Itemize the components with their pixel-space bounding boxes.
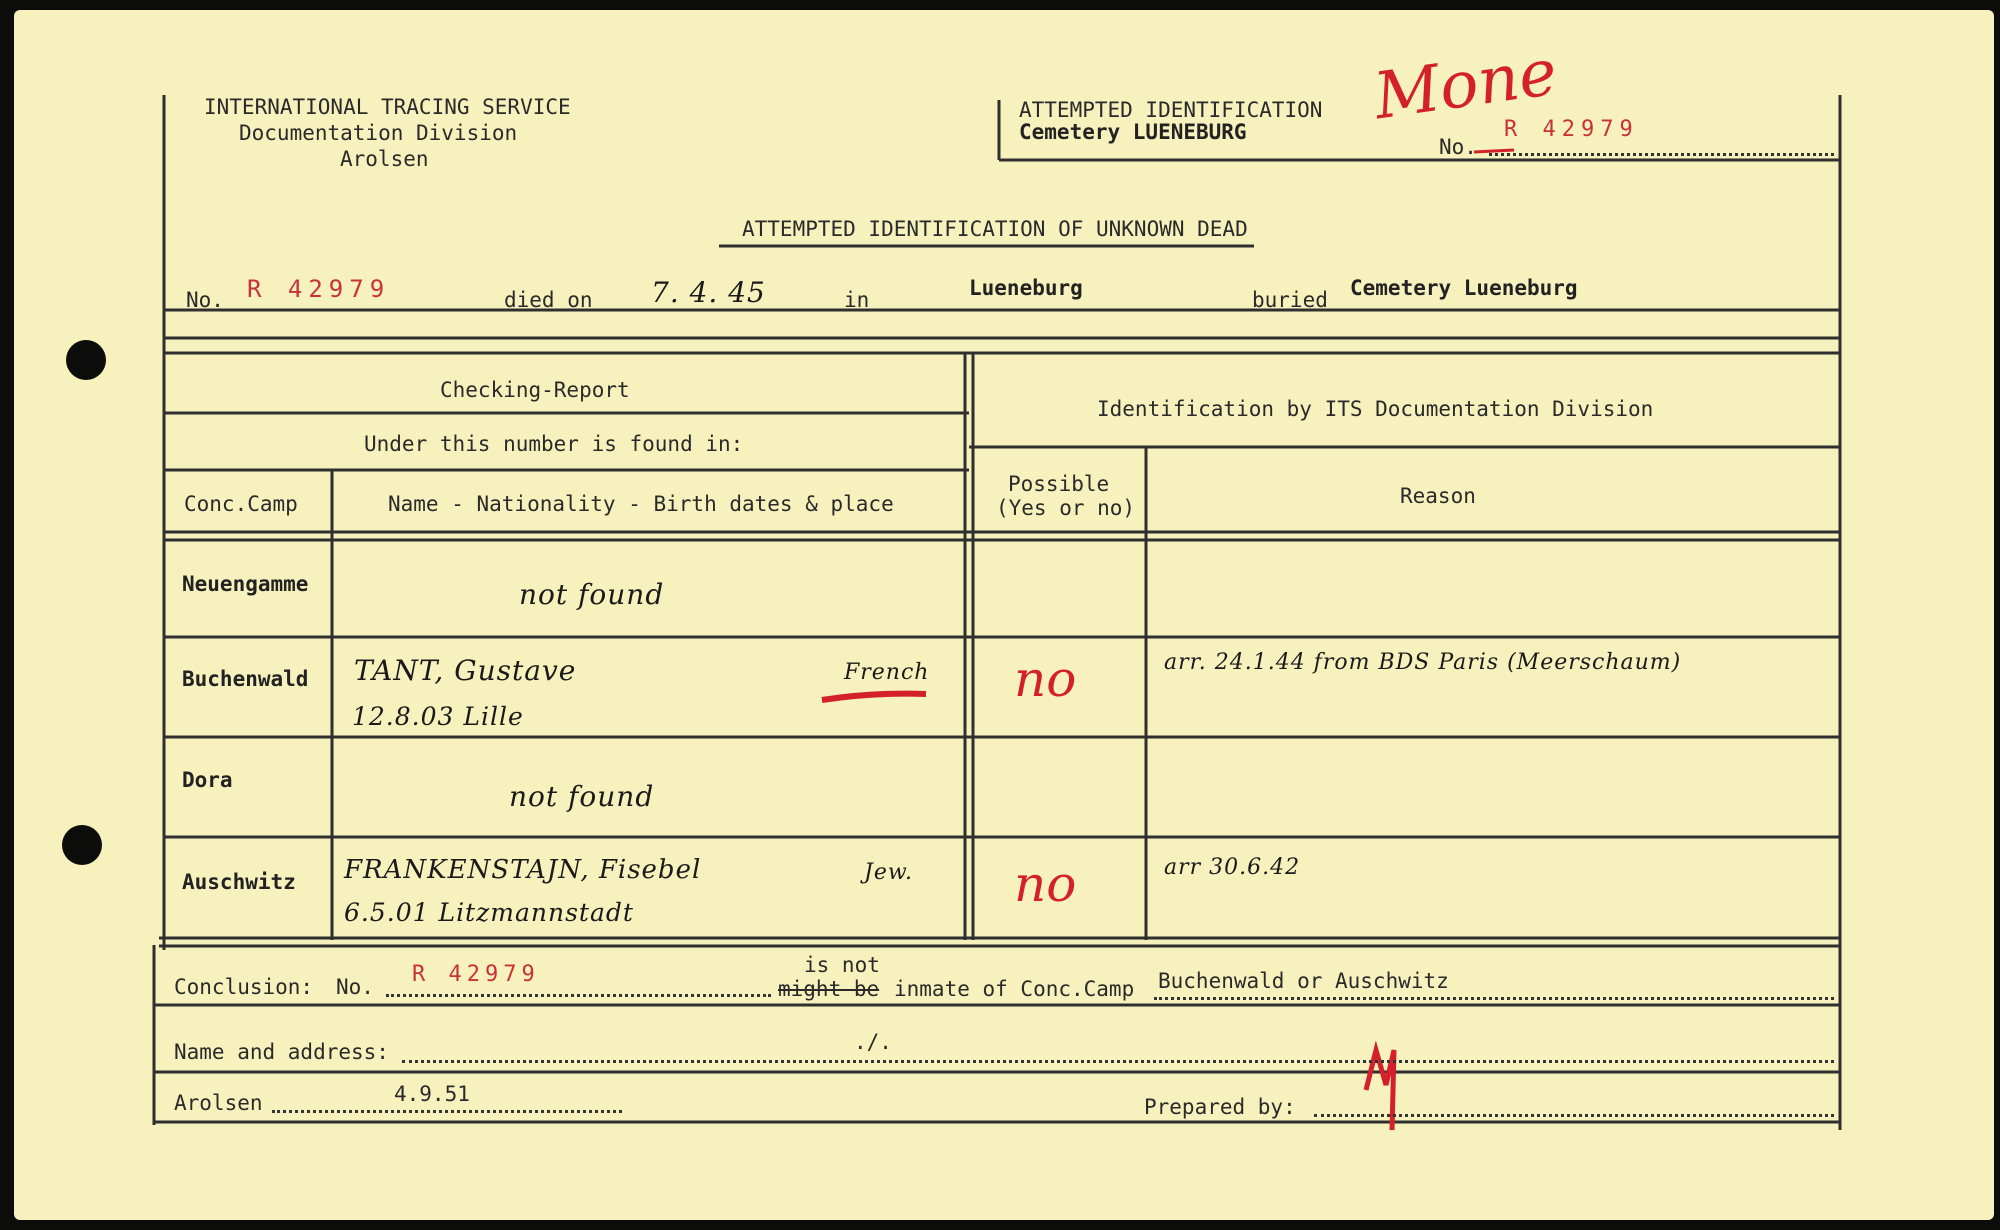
header-box-title: ATTEMPTED IDENTIFICATION [1019, 98, 1323, 122]
col-name-header: Name - Nationality - Birth dates & place [388, 492, 894, 516]
name-address-label: Name and address: [174, 1040, 389, 1064]
col-possible-header: Possible [1008, 472, 1110, 496]
index-card [14, 10, 1994, 1220]
row-name: FRANKENSTAJN, Fisebel [344, 855, 702, 885]
conclusion-is-not: is not [804, 953, 880, 977]
footer-arolsen: Arolsen [174, 1091, 263, 1115]
row-reason: arr 30.6.42 [1164, 855, 1301, 880]
buried-label: buried [1252, 288, 1328, 312]
died-date: 7. 4. 45 [651, 276, 766, 309]
footer-date: 4.9.51 [394, 1082, 470, 1106]
identification-header: Identification by ITS Documentation Division [1097, 397, 1654, 421]
conclusion-struck-text: might be [778, 977, 880, 1001]
prepared-by-initial [1354, 1050, 1411, 1115]
col-camp-header: Conc.Camp [184, 492, 298, 516]
col-possible-subheader: (Yes or no) [996, 496, 1136, 520]
form-title: ATTEMPTED IDENTIFICATION OF UNKNOWN DEAD [742, 217, 1248, 241]
row-name: not found [509, 780, 655, 813]
row-camp: Auschwitz [182, 870, 296, 894]
row-name: not found [519, 578, 665, 611]
row-possible: no [1014, 855, 1077, 913]
header-no-label: No. [1439, 135, 1477, 159]
org-name: INTERNATIONAL TRACING SERVICE [204, 95, 571, 119]
name-address-dots [402, 1060, 1834, 1063]
row-nationality: French [844, 660, 930, 685]
conclusion-no-value: R 42979 [412, 962, 540, 987]
row-nationality: Jew. [864, 860, 914, 885]
conclusion-camps-dots [1154, 997, 1834, 1000]
died-label: died on [504, 288, 593, 312]
conclusion-label: Conclusion: [174, 975, 314, 999]
row-birth: 6.5.01 Litzmannstadt [344, 898, 634, 927]
record-no-label: No. [186, 288, 224, 312]
form-grid-lines [14, 10, 1994, 1220]
conclusion-inmate-text: inmate of Conc.Camp [894, 977, 1135, 1001]
burial-place: Cemetery Lueneburg [1350, 276, 1578, 300]
row-reason: arr. 24.1.44 from BDS Paris (Meerschaum) [1164, 650, 1682, 675]
header-no-dots [1489, 153, 1834, 156]
org-city: Arolsen [340, 147, 429, 171]
in-label: in [844, 288, 870, 312]
conclusion-camps: Buchenwald or Auschwitz [1158, 969, 1449, 993]
header-no-value: R 42979 [1504, 117, 1639, 142]
org-division: Documentation Division [239, 121, 518, 145]
name-address-value: ./. [854, 1030, 892, 1054]
row-possible: no [1014, 650, 1077, 708]
row-birth: 12.8.03 Lille [352, 702, 524, 731]
checking-report-header: Checking-Report [440, 378, 630, 402]
found-in-header: Under this number is found in: [364, 432, 744, 456]
handwritten-mone: Mone [1369, 35, 1562, 135]
col-reason-header: Reason [1400, 484, 1476, 508]
conclusion-no-label: No. [336, 975, 374, 999]
record-no-value: R 42979 [247, 275, 391, 303]
footer-date-dots [272, 1110, 622, 1113]
row-camp: Buchenwald [182, 667, 309, 691]
header-box-subtitle: Cemetery LUENEBURG [1019, 120, 1247, 144]
row-camp: Neuengamme [182, 572, 309, 596]
place-of-death: Lueneburg [969, 276, 1083, 300]
row-camp: Dora [182, 768, 233, 792]
conclusion-no-dots [386, 994, 771, 997]
prepared-by-label: Prepared by: [1144, 1095, 1296, 1119]
row-name: TANT, Gustave [354, 654, 577, 687]
